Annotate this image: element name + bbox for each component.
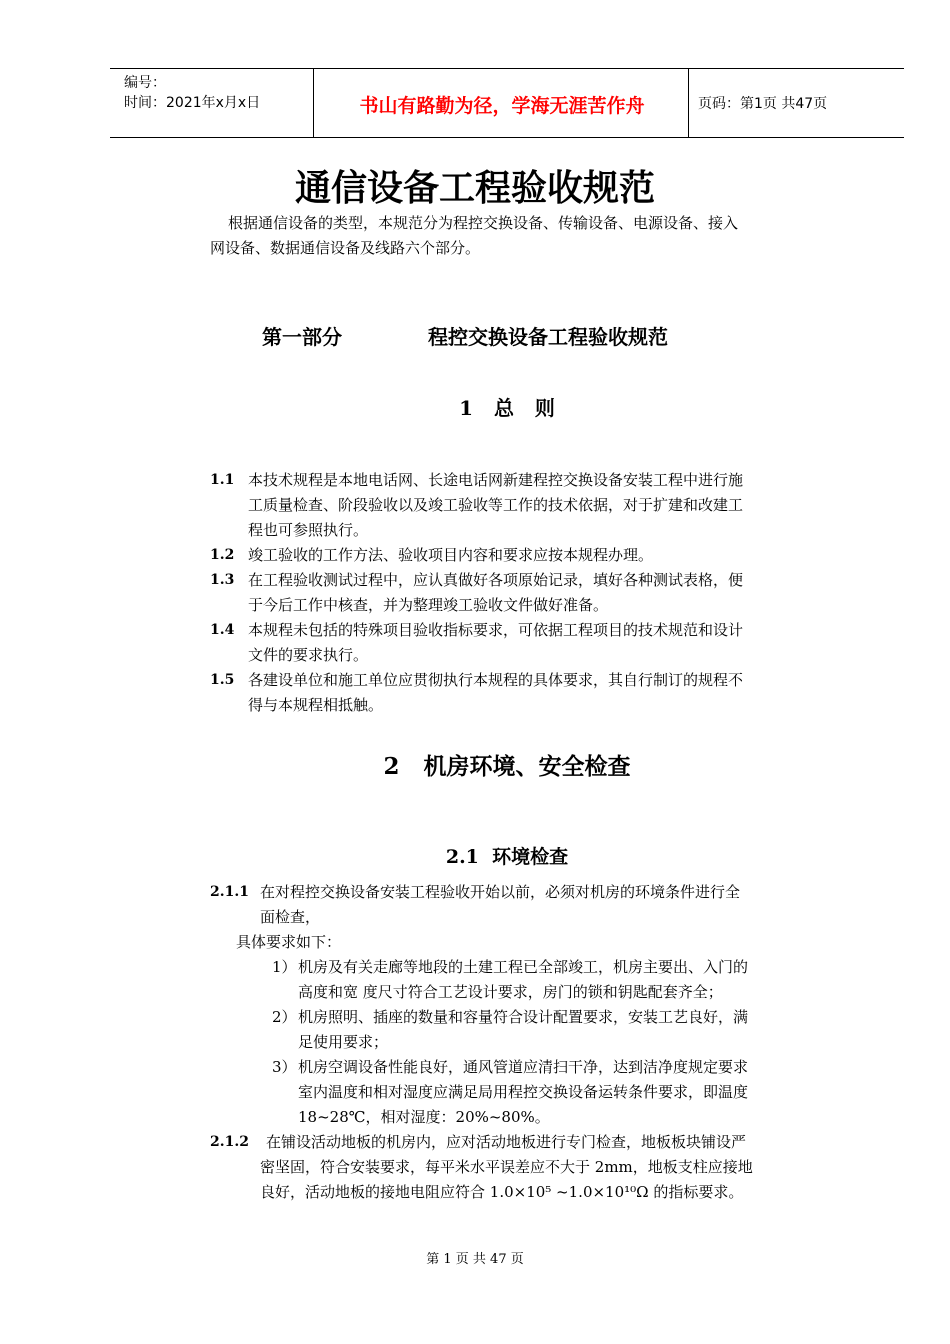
- item-line: 高度和宽 度尺寸符合工艺设计要求，房门的锁和钥匙配套齐全；: [298, 983, 723, 1001]
- item-line: 在对程控交换设备安装工程验收开始以前，必须对机房的环境条件进行全: [260, 883, 741, 901]
- item-line: 机房照明、插座的数量和容量符合设计配置要求，安装工艺良好，满: [298, 1008, 749, 1026]
- item-number: 2）: [272, 1008, 297, 1026]
- intro-line-2: 网设备、数据通信设备及线路六个部分。: [210, 239, 481, 257]
- serial-label: 编号：: [124, 75, 166, 91]
- item-number: 1）: [272, 958, 297, 976]
- time-label: 时间：2021年x月x日: [124, 95, 261, 111]
- item-number: 3）: [272, 1058, 297, 1076]
- item-line: 密坚固，符合安装要求，每平米水平误差应不大于 2mm，地板支柱应接地: [260, 1158, 753, 1176]
- item-line: 室内温度和相对湿度应满足局用程控交换设备运转条件要求，即温度: [298, 1083, 749, 1101]
- item-line: 文件的要求执行。: [248, 646, 369, 664]
- item-line: 足使用要求；: [298, 1033, 389, 1051]
- item-line: 程也可参照执行。: [248, 521, 369, 539]
- item-line: 机房空调设备性能良好，通风管道应清扫干净，达到洁净度规定要求: [298, 1058, 749, 1076]
- item-number: 1.3: [210, 572, 235, 588]
- header-page: 页码：第1页 共47页: [698, 96, 828, 112]
- header-table: [110, 68, 904, 138]
- item-line: 18~28℃，相对湿度：20%~80%。: [298, 1108, 550, 1126]
- item-line: 工质量检查、阶段验收以及竣工验收等工作的技术依据，对于扩建和改建工: [248, 496, 744, 514]
- item-number: 1.1: [210, 472, 235, 488]
- item-line: 竣工验收的工作方法、验收项目内容和要求应按本规程办理。: [248, 546, 654, 564]
- doc-title: 通信设备工程验收规范: [294, 168, 655, 209]
- section-1-title: 1 总 则: [459, 396, 555, 420]
- item-line: 得与本规程相抵触。: [248, 696, 384, 714]
- item-number: 1.5: [210, 672, 235, 688]
- page-footer: 第 1 页 共 47 页: [426, 1252, 524, 1267]
- header-motto: 书山有路勤为径，学海无涯苦作舟: [359, 95, 645, 117]
- item-line: 良好，活动地板的接地电阻应符合 1.0×10⁵ ~1.0×10¹⁰Ω 的指标要求。: [260, 1183, 744, 1201]
- header-divider: [688, 69, 689, 137]
- item-number: 2.1.2: [210, 1134, 249, 1150]
- section-2-1-title: 2.1 环境检查: [445, 846, 569, 868]
- item-line: 于今后工作中核查，并为整理竣工验收文件做好准备。: [248, 596, 609, 614]
- item-line: 在工程验收测试过程中，应认真做好各项原始记录，填好各种测试表格，便: [248, 571, 744, 589]
- requirement-intro: 具体要求如下：: [236, 933, 342, 951]
- item-line: 机房及有关走廊等地段的土建工程已全部竣工，机房主要出、入门的: [298, 958, 749, 976]
- item-line: 本规程未包括的特殊项目验收指标要求，可依据工程项目的技术规范和设计: [248, 621, 744, 639]
- item-line: 各建设单位和施工单位应贯彻执行本规程的具体要求，其自行制订的规程不: [248, 671, 744, 689]
- part-label: 第一部分: [262, 325, 342, 349]
- header-divider: [313, 69, 314, 137]
- intro-line-1: 根据通信设备的类型，本规范分为程控交换设备、传输设备、电源设备、接入: [228, 214, 739, 232]
- part-title: 程控交换设备工程验收规范: [428, 325, 668, 349]
- item-line: 在铺设活动地板的机房内，应对活动地板进行专门检查，地板板块铺设严: [266, 1133, 747, 1151]
- item-line: 面检查，: [260, 908, 321, 926]
- item-number: 2.1.1: [210, 884, 249, 900]
- item-number: 1.4: [210, 622, 235, 638]
- header-meta: [124, 73, 260, 113]
- item-number: 1.2: [210, 547, 235, 563]
- section-2-title: 2 机房环境、安全检查: [383, 753, 631, 780]
- item-line: 本技术规程是本地电话网、长途电话网新建程控交换设备安装工程中进行施: [248, 471, 744, 489]
